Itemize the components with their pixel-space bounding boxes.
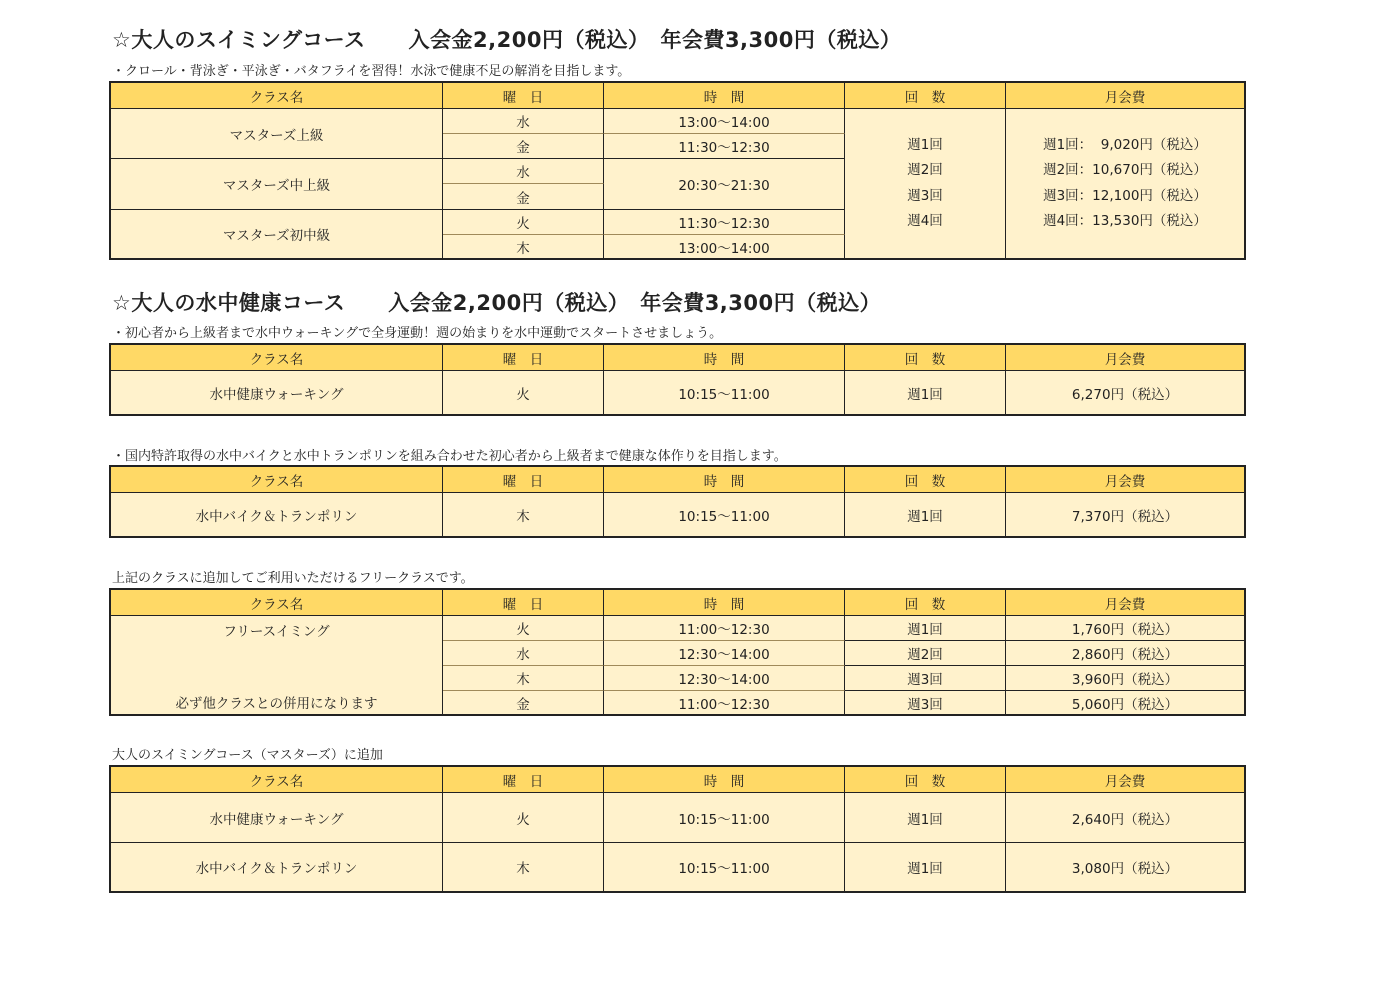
fee-cell: 7,370円（税込） [1071,508,1179,525]
class-masters-upper-intermediate: マスターズ中上級 [111,159,443,210]
time-cell: 11:30〜12:30 [604,134,845,159]
swimming-course-note: ・クロール・背泳ぎ・平泳ぎ・バタフライを習得！水泳で健康不足の解消を目指します。 [112,64,631,79]
masters-addon-table [109,765,1246,893]
time-cell: 11:00〜12:30 [604,691,845,714]
class-masters-beginner-intermediate: マスターズ初中級 [111,210,443,258]
day-cell: 金 [443,134,604,159]
header-class-name: クラス名 [111,467,443,493]
header-time: 時 間 [604,767,845,793]
header-count: 回 数 [845,767,1006,793]
day-cell: 金 [443,184,604,210]
header-count: 回 数 [845,467,1006,493]
day-cell: 水 [443,641,604,666]
count-cell: 週1回 [845,493,1006,536]
day-cell: 火 [443,616,604,641]
header-count: 回 数 [845,83,1006,109]
count-item: 週3回 [907,187,943,204]
header-class-name: クラス名 [111,83,443,109]
fee-cell: 1,760円（税込） [1006,616,1244,641]
count-item: 週4回 [907,212,943,229]
day-cell: 火 [443,371,604,414]
time-cell: 13:00〜14:00 [604,235,845,258]
header-fee: 月会費 [1006,345,1244,371]
header-class-name: クラス名 [111,590,443,616]
fee-item: 週2回：10,670円（税込） [1043,162,1207,179]
header-day: 曜 日 [443,83,604,109]
count-cell: 週3回 [845,666,1006,691]
time-cell: 12:30〜14:00 [604,641,845,666]
header-day: 曜 日 [443,467,604,493]
aqua-health-course-note: ・初心者から上級者まで水中ウォーキングで全身運動！週の始まりを水中運動でスタートさせましょう。 [112,326,723,341]
class-name-cell: 水中健康ウォーキング [111,371,443,414]
day-cell: 火 [443,793,604,843]
free-class-note: 上記のクラスに追加してご利用いただけるフリークラスです。 [112,571,474,586]
header-time: 時 間 [604,467,845,493]
free-swim-requirement: 必ず他クラスとの併用になります [175,696,378,712]
masters-addon-note: 大人のスイミングコース（マスターズ）に追加 [112,748,383,763]
time-cell: 12:30〜14:00 [604,666,845,691]
swimming-course-title: ☆大人のスイミングコース 入会金2,200円（税込） 年会費3,300円（税込） [112,28,902,52]
class-masters-advanced: マスターズ上級 [111,109,443,159]
day-cell: 火 [443,210,604,235]
day-cell: 木 [443,843,604,891]
day-cell: 木 [443,493,604,536]
class-name-cell: 水中バイク＆トランポリン [111,493,443,536]
header-count: 回 数 [845,345,1006,371]
header-time: 時 間 [604,590,845,616]
day-cell: 水 [443,109,604,134]
header-time: 時 間 [604,345,845,371]
time-cell: 10:15〜11:00 [604,371,845,414]
fee-cell: 3,080円（税込） [1071,861,1179,877]
fee-item: 週1回： 9,020円（税込） [1043,136,1207,153]
count-cell: 週1回 [845,616,1006,641]
header-time: 時 間 [604,83,845,109]
header-count: 回 数 [845,590,1006,616]
class-name-cell: 水中健康ウォーキング [111,793,443,843]
time-cell: 10:15〜11:00 [604,843,845,891]
fee-cell: 5,060円（税込） [1071,696,1179,713]
fee-cell: 2,640円（税込） [1006,793,1244,843]
aqua-bike-note: ・国内特許取得の水中バイクと水中トランポリンを組み合わせた初心者から上級者まで健康な体作りを目指します。 [112,449,787,464]
day-cell: 木 [443,666,604,691]
fee-item: 週4回：13,530円（税込） [1043,212,1207,229]
day-cell: 水 [443,159,604,184]
count-list [845,109,1006,258]
day-cell: 金 [443,691,604,714]
count-cell: 週1回 [845,843,1006,891]
count-cell: 週3回 [845,691,1006,714]
count-cell: 週1回 [845,793,1006,843]
aqua-health-course-title: ☆大人の水中健康コース 入会金2,200円（税込） 年会費3,300円（税込） [112,291,882,315]
time-cell: 13:00〜14:00 [604,109,845,134]
day-cell: 木 [443,235,604,258]
fee-cell: 2,860円（税込） [1006,641,1244,666]
fee-list [1006,109,1244,258]
count-cell: 週2回 [845,641,1006,666]
header-fee: 月会費 [1006,767,1244,793]
free-swim-name: フリースイミング [223,624,330,640]
fee-cell: 3,960円（税込） [1006,666,1244,691]
time-cell: 11:30〜12:30 [604,210,845,235]
fee-item: 週3回：12,100円（税込） [1043,187,1207,204]
class-name-cell: 水中バイク＆トランポリン [111,843,443,891]
swimming-course-table [109,81,1246,260]
header-class-name: クラス名 [111,345,443,371]
time-cell: 11:00〜12:30 [604,616,845,641]
header-day: 曜 日 [443,767,604,793]
header-fee: 月会費 [1006,590,1244,616]
free-swim-table [109,588,1246,716]
count-item: 週1回 [907,136,943,153]
header-day: 曜 日 [443,590,604,616]
header-fee: 月会費 [1006,83,1244,109]
time-cell: 20:30〜21:30 [604,159,845,210]
aqua-walking-table [109,343,1246,416]
time-cell: 10:15〜11:00 [604,493,845,536]
count-cell: 週1回 [845,371,1006,414]
fee-cell: 6,270円（税込） [1071,386,1179,403]
header-class-name: クラス名 [111,767,443,793]
header-fee: 月会費 [1006,467,1244,493]
time-cell: 10:15〜11:00 [604,793,845,843]
count-item: 週2回 [907,162,943,179]
free-swim-class-cell [111,616,443,714]
header-day: 曜 日 [443,345,604,371]
aqua-bike-table [109,465,1246,538]
